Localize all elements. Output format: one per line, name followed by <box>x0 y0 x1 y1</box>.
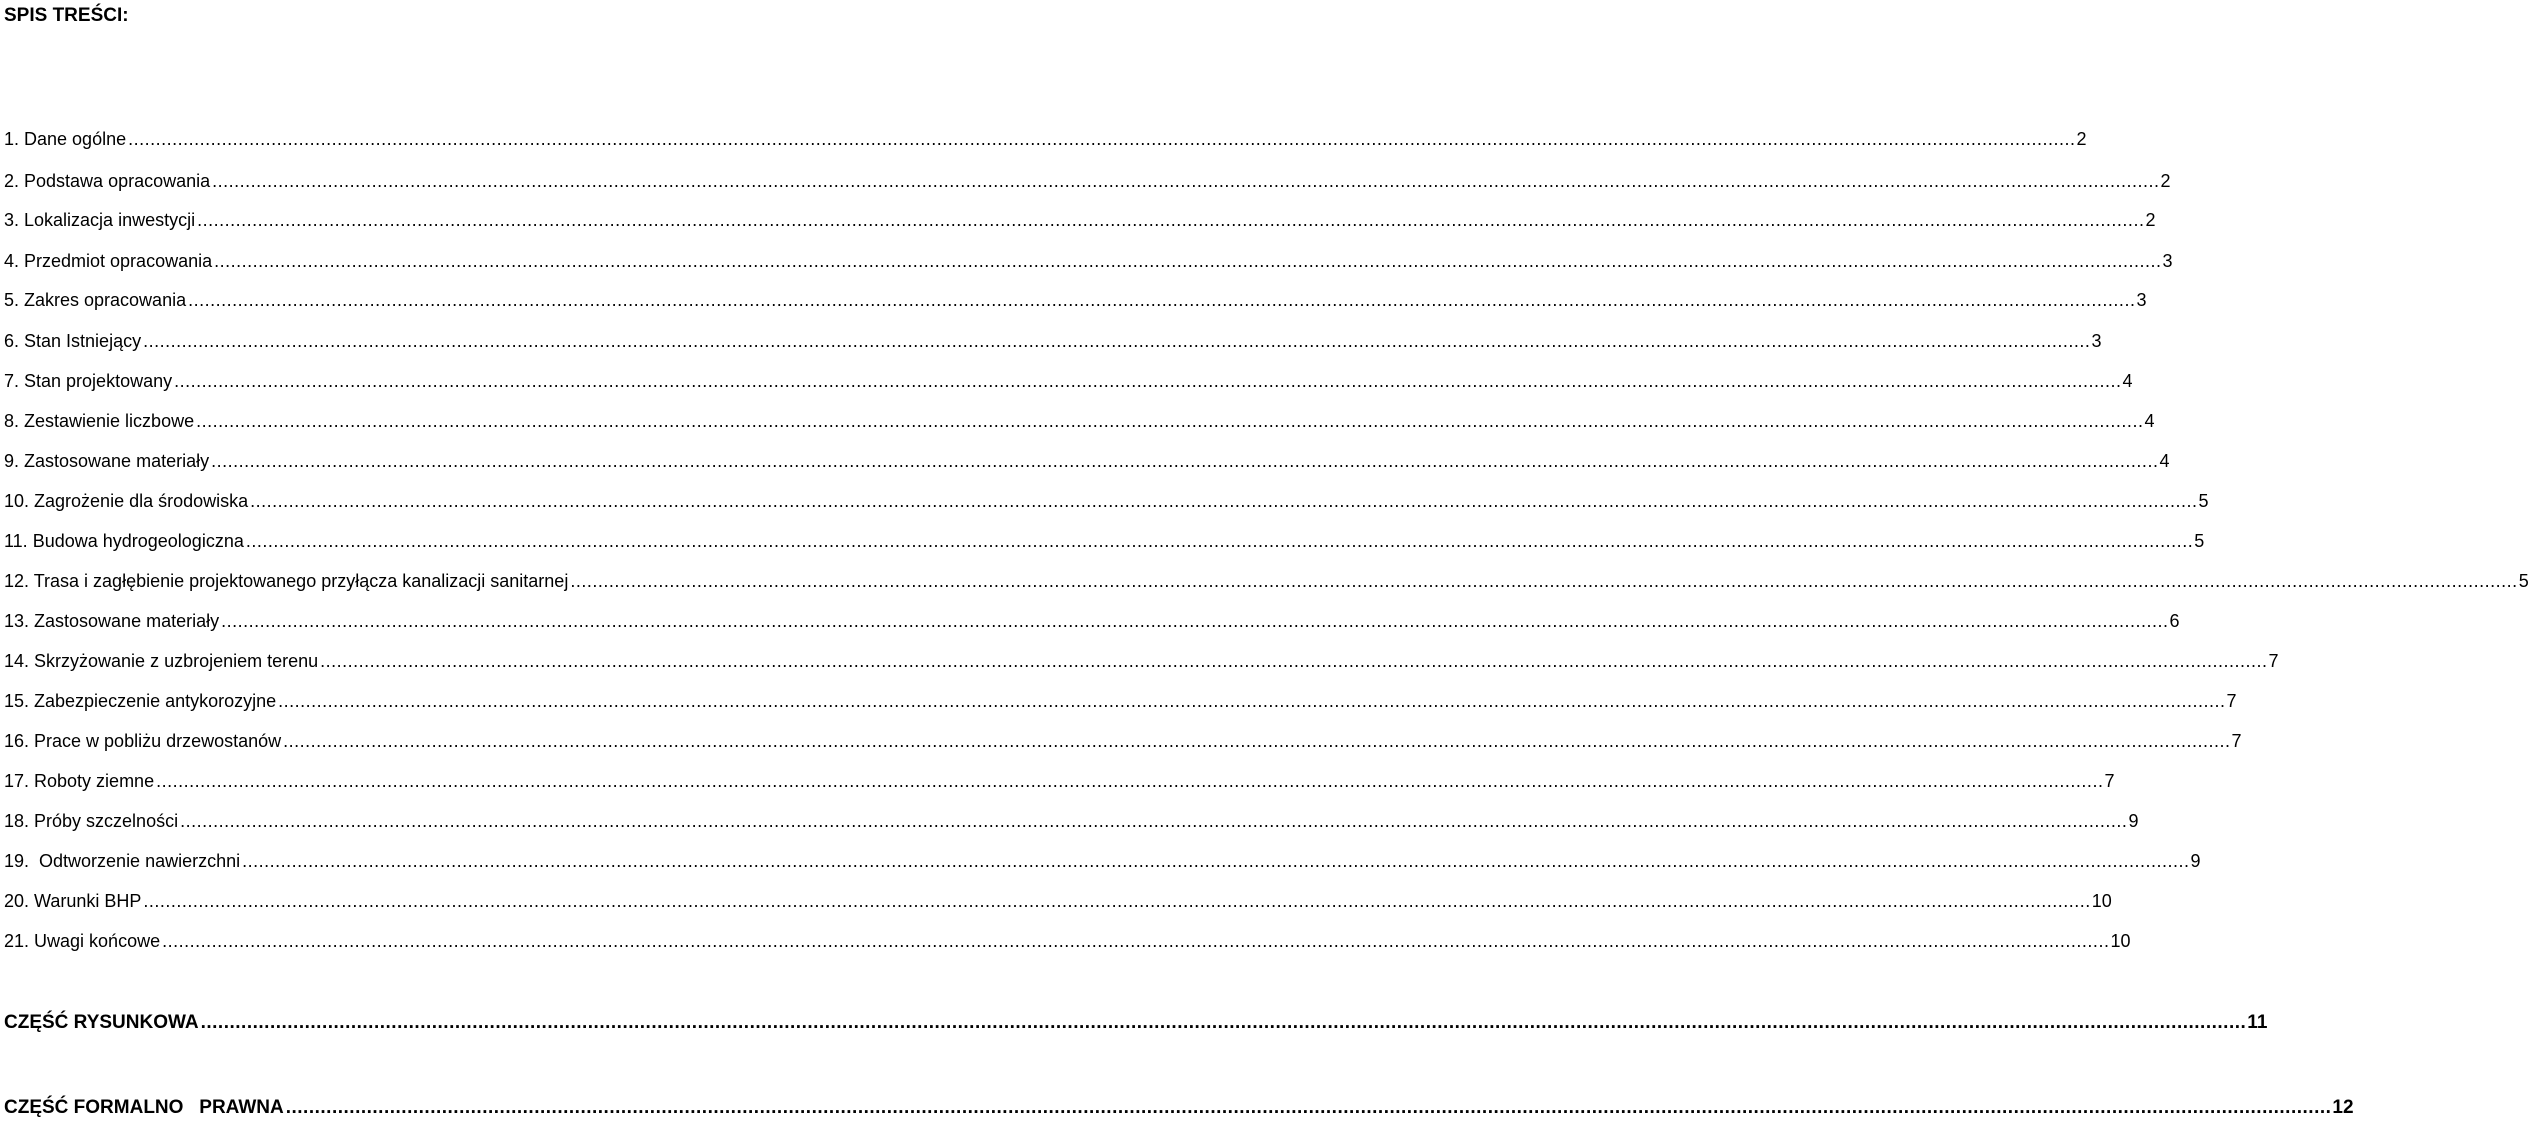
toc-entry-page: 10 <box>2091 891 2112 911</box>
toc-entry-label: 15. Zabezpieczenie antykorozyjne <box>4 691 277 711</box>
dot-leader <box>211 450 2158 472</box>
toc-entry[interactable] <box>4 850 2201 872</box>
toc-section-label: CZĘŚĆ FORMALNO PRAWNA <box>4 1097 284 1118</box>
toc-entry-page: 6 <box>2169 611 2180 631</box>
toc-entry-page: 5 <box>2194 531 2205 551</box>
toc-entry-label: 6. Stan Istniejący <box>4 331 142 351</box>
toc-entry[interactable] <box>4 930 2131 952</box>
dot-leader <box>156 770 2103 792</box>
toc-title: SPIS TREŚCI: <box>4 5 129 26</box>
dot-leader <box>246 530 2193 552</box>
dot-leader <box>201 1012 2247 1034</box>
toc-section-drawings[interactable] <box>4 1012 2268 1034</box>
toc-entry[interactable] <box>4 610 2180 632</box>
dot-leader <box>188 289 2135 311</box>
dot-leader <box>196 410 2143 432</box>
toc-entry-page: 4 <box>2144 411 2155 431</box>
toc-section-label: CZĘŚĆ RYSUNKOWA <box>4 1012 199 1033</box>
toc-entry-label: 12. Trasa i zagłębienie projektowanego przyłącza kanalizacji sanitarnej <box>4 571 569 591</box>
toc-entry-page: 7 <box>2268 651 2279 671</box>
toc-entry-label: 20. Warunki BHP <box>4 891 142 911</box>
dot-leader <box>212 170 2159 192</box>
toc-entry-label: 17. Roboty ziemne <box>4 771 155 791</box>
dot-leader <box>221 610 2168 632</box>
toc-section-formal-legal[interactable] <box>4 1097 2354 1119</box>
toc-entry[interactable] <box>4 250 2173 272</box>
toc-entry-label: 11. Budowa hydrogeologiczna <box>4 531 244 551</box>
toc-entry[interactable] <box>4 490 2209 512</box>
dot-leader <box>143 330 2090 352</box>
dot-leader <box>128 128 2075 150</box>
toc-entry-page: 2 <box>2076 129 2087 149</box>
toc-entry[interactable] <box>4 410 2155 432</box>
dot-leader <box>283 730 2230 752</box>
toc-entry-page: 3 <box>2136 290 2147 310</box>
toc-entry[interactable] <box>4 450 2170 472</box>
toc-entry-page: 9 <box>2128 811 2139 831</box>
toc-section-page: 11 <box>2247 1012 2268 1033</box>
toc-entry[interactable] <box>4 810 2139 832</box>
toc-entry-page: 7 <box>2104 771 2115 791</box>
toc-entry-page: 4 <box>2122 371 2133 391</box>
toc-entry[interactable] <box>4 128 2087 150</box>
dot-leader <box>180 810 2127 832</box>
toc-entry-label: 2. Podstawa opracowania <box>4 171 211 191</box>
toc-entry[interactable] <box>4 370 2133 392</box>
toc-entry[interactable] <box>4 650 2279 672</box>
toc-entry-page: 2 <box>2145 210 2156 230</box>
dot-leader <box>174 370 2121 392</box>
dot-leader <box>278 690 2225 712</box>
toc-entry-page: 10 <box>2110 931 2131 951</box>
toc-entry[interactable] <box>4 690 2237 712</box>
toc-entry-page: 5 <box>2518 571 2529 591</box>
toc-entry[interactable] <box>4 890 2112 912</box>
toc-entry-page: 4 <box>2159 451 2170 471</box>
toc-entry-page: 9 <box>2190 851 2201 871</box>
dot-leader <box>143 890 2090 912</box>
toc-entry[interactable] <box>4 530 2205 552</box>
toc-entry-label: 4. Przedmiot opracowania <box>4 251 213 271</box>
toc-section-page: 12 <box>2332 1097 2354 1118</box>
toc-entry-label: 3. Lokalizacja inwestycji <box>4 210 196 230</box>
toc-entry-label: 9. Zastosowane materiały <box>4 451 210 471</box>
toc-entry-label: 14. Skrzyżowanie z uzbrojeniem terenu <box>4 651 319 671</box>
toc-entry-label: 19. Odtworzenie nawierzchni <box>4 851 241 871</box>
toc-entry-page: 3 <box>2091 331 2102 351</box>
toc-entry-label: 13. Zastosowane materiały <box>4 611 220 631</box>
dot-leader <box>162 930 2109 952</box>
toc-entry[interactable] <box>4 330 2102 352</box>
toc-entry-page: 3 <box>2162 251 2173 271</box>
toc-entry-label: 7. Stan projektowany <box>4 371 173 391</box>
toc-entry[interactable] <box>4 209 2156 231</box>
dot-leader <box>242 850 2189 872</box>
toc-entry-page: 5 <box>2198 491 2209 511</box>
toc-entry-label: 1. Dane ogólne <box>4 129 127 149</box>
dot-leader <box>250 490 2197 512</box>
toc-entry[interactable] <box>4 170 2171 192</box>
toc-entry[interactable] <box>4 570 2529 592</box>
dot-leader <box>197 209 2144 231</box>
toc-entry-label: 16. Prace w pobliżu drzewostanów <box>4 731 282 751</box>
toc-entry-page: 2 <box>2160 171 2171 191</box>
toc-entry-label: 5. Zakres opracowania <box>4 290 187 310</box>
toc-entry-label: 21. Uwagi końcowe <box>4 931 161 951</box>
toc-entry-label: 8. Zestawienie liczbowe <box>4 411 195 431</box>
dot-leader <box>214 250 2161 272</box>
toc-entry-label: 18. Próby szczelności <box>4 811 179 831</box>
toc-entry-label: 10. Zagrożenie dla środowiska <box>4 491 249 511</box>
dot-leader <box>570 570 2517 592</box>
toc-entry-page: 7 <box>2226 691 2237 711</box>
dot-leader <box>320 650 2267 672</box>
toc-entry-page: 7 <box>2231 731 2242 751</box>
toc-entry[interactable] <box>4 289 2147 311</box>
toc-entry[interactable] <box>4 730 2242 752</box>
toc-entry[interactable] <box>4 770 2115 792</box>
dot-leader <box>286 1097 2332 1119</box>
